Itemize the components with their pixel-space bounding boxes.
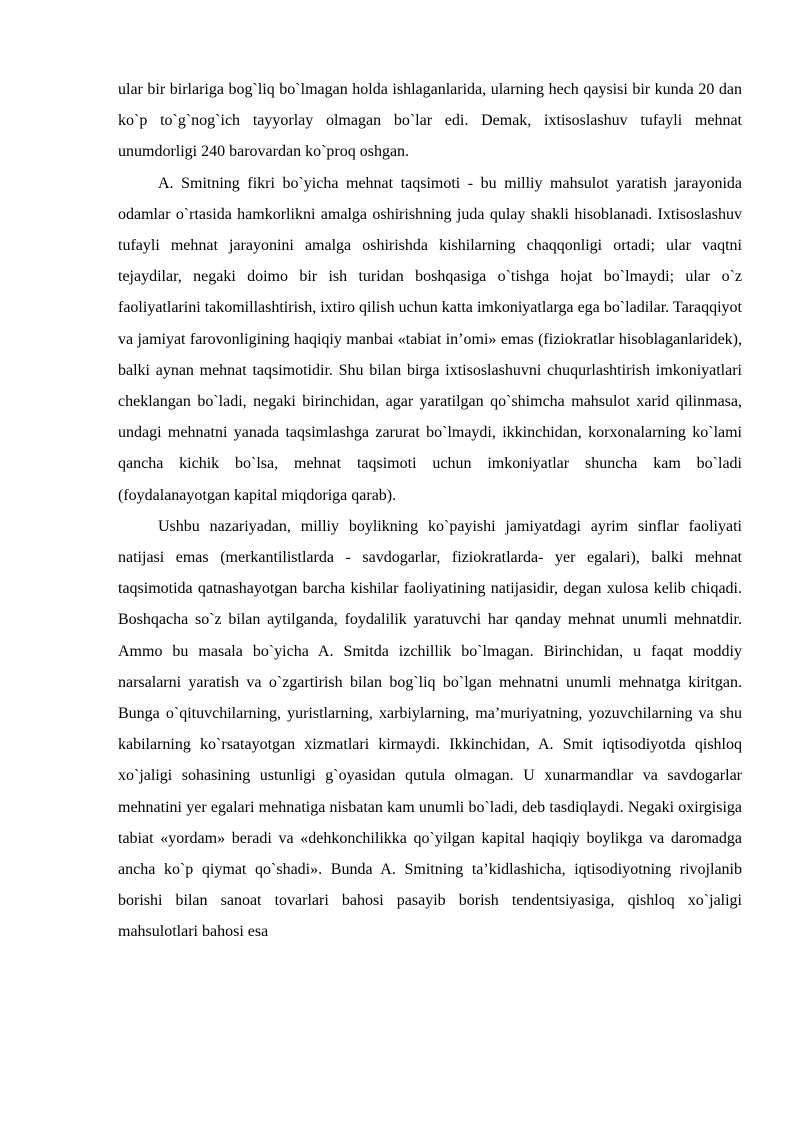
paragraph-productive-labor: Ushbu nazariyadan, milliy boylikning ko`payishi jamiyatdagi ayrim sinflar faoliyati natijasi emas (merkantilistlarda - savdogarlar, fiziokratlarda- yer egalari), balki mehnat taqsimotida qatnashayotgan barcha kishilar faoliyatining natijasidir, degan xulosa kelib chiqadi. Boshqacha so`z bilan aytilganda, foydalilik yaratuvchi har qanday mehnat unumli mehnatdir. Ammo bu masala bo`yicha A. Smitda izchillik bo`lmagan. Birinchidan, u faqat moddiy narsalarni yaratish va o`zgartirish bilan bog`liq bo`lgan mehnatni unumli mehnatga kiritgan. Bunga o`qituvchilarning, yuristlarning, xarbiylarning, ma’muriyatning, yozuvchilarning va shu kabilarning ko`rsatayotgan xizmatlari kirmaydi. Ikkinchidan, A. Smit iqtisodiyotda qishloq xo`jaligi sohasining ustunligi g`oyasidan qutula olmagan. U xunarmandlar va savdogarlar mehnatini yer egalari mehnatiga nisbatan kam unumli bo`ladi, deb tasdiqlaydi. Negaki oxirgisiga tabiat «yordam» beradi va «dehkonchilikka qo`yilgan kapital haqiqiy boylikga va daromadga ancha ko`p qiymat qo`shadi». Bunda A. Smitning ta’kidlashicha, iqtisodiyotning rivojlanib borishi bilan sanoat tovarlari bahosi pasayib borish tendentsiyasiga, qishloq xo`jaligi mahsulotlari bahosi esa	[118, 517, 742, 941]
body-text	[118, 74, 742, 948]
paragraph-continuation: ular bir birlariga bog`liq bo`lmagan holda ishlaganlarida, ularning hech qaysisi bir kunda 20 dan ko`p to`g`nog`ich tayyorlay olmagan bo`lar edi. Demak, ixtisoslashuv tufayli mehnat unumdorligi 240 barovardan ko`proq oshgan.	[118, 81, 742, 161]
paragraph-division-of-labor: A. Smitning fikri bo`yicha mehnat taqsimoti - bu milliy mahsulot yaratish jarayonida odamlar o`rtasida hamkorlikni amalga oshirishning juda qulay shakli hisoblanadi. Ixtisoslashuv tufayli mehnat jarayonini amalga oshirishda kishilarning chaqqonligi ortadi; ular vaqtni tejaydilar, negaki doimo bir ish turidan boshqasiga o`tishga hojat bo`lmaydi; ular o`z faoliyatlarini takomillashtirish, ixtiro qilish uchun katta imkoniyatlarga ega bo`ladilar. Taraqqiyot va jamiyat farovonligining haqiqiy manbai «tabiat in’omi» emas (fiziokratlar hisoblaganlaridek), balki aynan mehnat taqsimotidir. Shu bilan birga ixtisoslashuvni chuqurlashtirish imkoniyatlari cheklangan bo`ladi, negaki birinchidan, agar yaratilgan qo`shimcha mahsulot xarid qilinmasa, undagi mehnatni yanada taqsimlashga zarurat bo`lmaydi, ikkinchidan, korxonalarning ko`lami qancha kichik bo`lsa, mehnat taqsimoti uchun imkoniyatlar shuncha kam bo`ladi (foydalanayotgan kapital miqdoriga qarab).	[118, 174, 742, 504]
